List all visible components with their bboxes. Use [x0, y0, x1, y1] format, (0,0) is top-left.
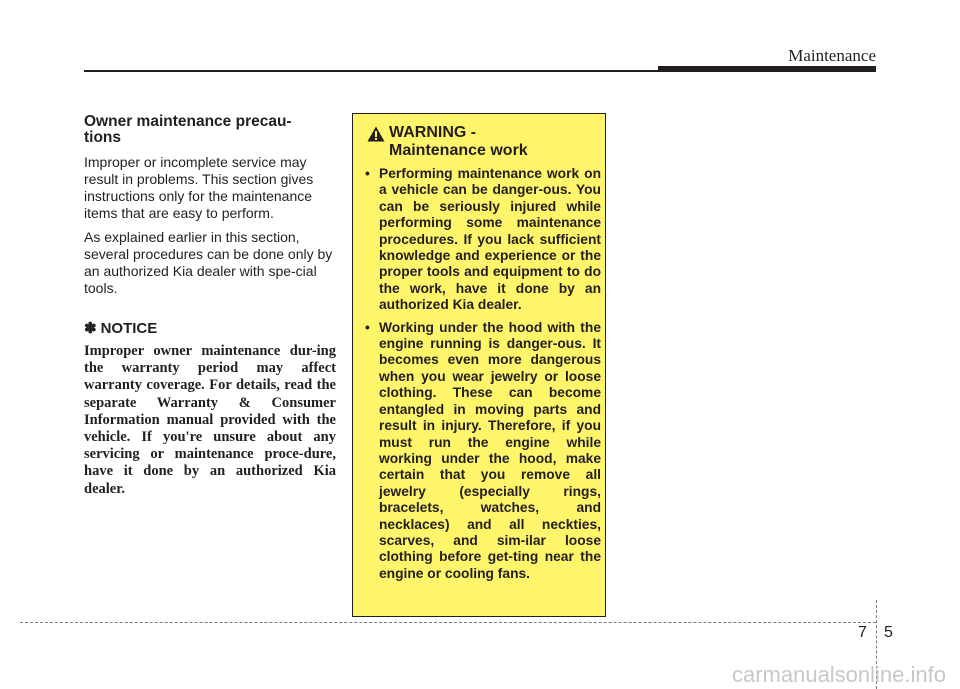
section-title: Maintenance — [788, 46, 876, 65]
warning-title: WARNING - — [389, 124, 477, 141]
bullet-icon: • — [365, 319, 370, 335]
warning-list — [365, 166, 601, 588]
notice-label: NOTICE — [100, 319, 158, 337]
section-heading — [84, 114, 336, 146]
left-column — [84, 114, 336, 498]
watermark: carmanualsonline.info — [731, 662, 946, 687]
header-bar — [658, 66, 876, 72]
body-paragraph-2: As explained earlier in this section, several procedures can be done only by an authorized Kia dealer with spe-cial tools. — [84, 229, 333, 296]
notice-text: Improper owner maintenance dur-ing the warranty period may affect warranty coverage. For details, read the separate Warranty & Consumer Information manual provided with the vehicle. If you're unsure about any servicing or maintenance proce-dure, have it done by an authorized Kia dealer. — [84, 343, 336, 497]
warning-item-text: Working under the hood with the engine running is danger-ous. It becomes even more dangerous when you wear jewelry or loose clothing. These can become entangled in moving parts and result in injury. Therefore, if you must run the engine while working under the hood, make certain that you remove all jewelry (especially rings, bracelets, watches, and necklaces) and all neckties, scarves, and sim-ilar loose clothing before get-ting near the engine or cooling fans. — [379, 319, 601, 581]
warning-subtitle: Maintenance work — [389, 142, 528, 159]
body-paragraph-1: Improper or incomplete service may result in problems. This section gives instructions only for the maintenance items that are easy to perform. — [84, 154, 314, 221]
chapter-number: 7 — [858, 624, 867, 641]
notice-heading — [84, 319, 336, 337]
warning-header — [389, 124, 599, 160]
warning-item-text: Performing maintenance work on a vehicle can be danger-ous. You can be seriously injured while performing some maintenance procedures. If you lack sufficient knowledge and experience or the proper tools and equipment to do the work, have it done by an authorized Kia dealer. — [379, 166, 601, 313]
warning-item — [365, 166, 601, 314]
bullet-icon: • — [365, 166, 370, 181]
warning-item — [365, 320, 601, 583]
page-number: 5 — [884, 624, 893, 641]
warning-triangle-icon — [367, 126, 385, 142]
footer-rule — [20, 622, 876, 623]
warning-box — [352, 113, 606, 617]
header-rule — [84, 70, 658, 72]
section-heading-line1: Owner maintenance precau- — [84, 113, 292, 130]
notice-star-icon: ✽ — [84, 320, 97, 337]
section-heading-line2: tions — [84, 129, 122, 146]
